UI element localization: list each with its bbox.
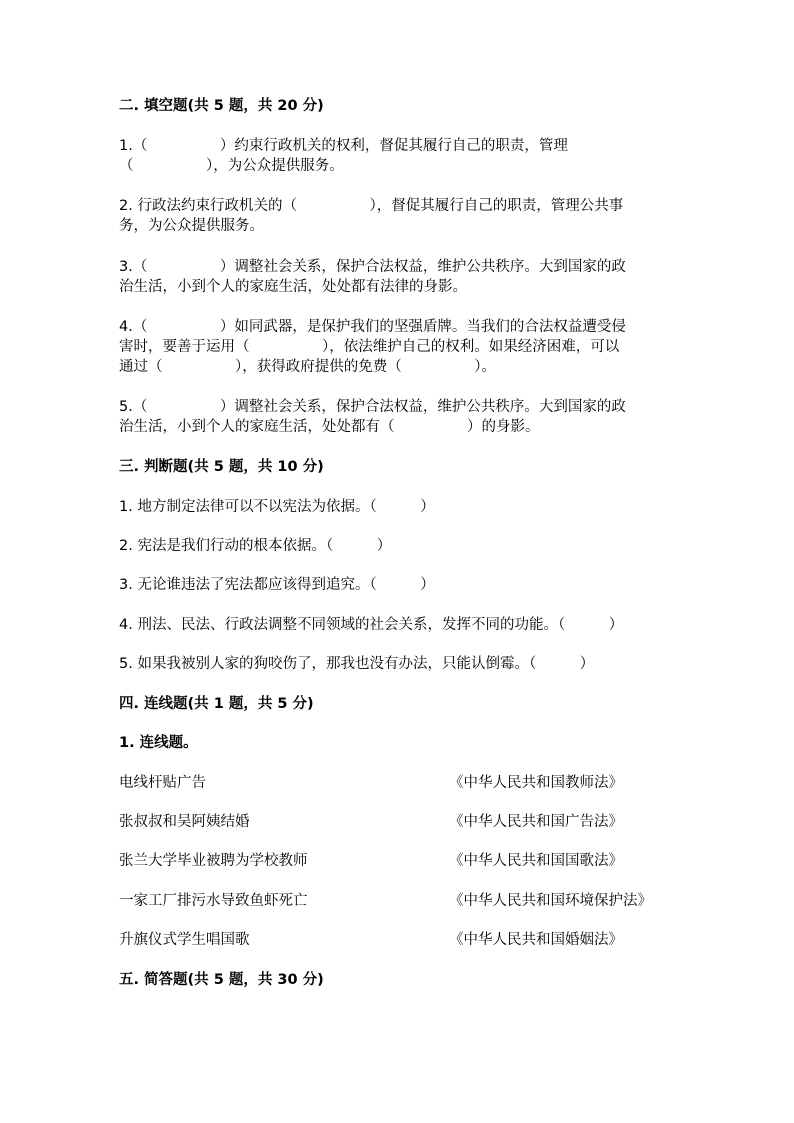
question-line: 务，为公众提供服务。	[119, 218, 264, 234]
matching-left-item: 张叔叔和吴阿姨结婚	[119, 814, 250, 830]
matching-right-item: 《中华人民共和国国歌法》	[449, 853, 623, 869]
fill-blank-question-1	[119, 136, 679, 176]
question-line: 害时，要善于运用（ ），依法维护自己的权利。如果经济困难，可以	[119, 339, 620, 355]
matching-right-item: 《中华人民共和国广告法》	[449, 814, 623, 830]
true-false-question-5: 5. 如果我被别人家的狗咬伤了，那我也没有办法，只能认倒霉。（ ）	[119, 656, 595, 672]
true-false-question-3: 3. 无论谁违法了宪法都应该得到追究。（ ）	[119, 577, 435, 593]
matching-left-item: 一家工厂排污水导致鱼虾死亡	[119, 893, 308, 909]
true-false-question-4: 4. 刑法、民法、行政法调整不同领域的社会关系，发挥不同的功能。（ ）	[119, 617, 624, 633]
fill-blank-question-4	[119, 317, 679, 377]
matching-right-item: 《中华人民共和国婚姻法》	[449, 932, 623, 948]
section-title-short-answer: 五. 简答题(共 5 题，共 30 分)	[119, 972, 324, 988]
fill-blank-question-2	[119, 196, 679, 236]
section-title-true-false: 三. 判断题(共 5 题，共 10 分)	[119, 459, 324, 475]
question-line: 3.（ ）调整社会关系，保护合法权益，维护公共秩序。大到国家的政	[119, 259, 626, 275]
question-line: （ ），为公众提供服务。	[119, 158, 344, 174]
matching-question-label: 1. 连线题。	[119, 735, 198, 751]
question-line: 通过（ ），获得政府提供的免费（ ）。	[119, 359, 496, 375]
question-line: 2. 行政法约束行政机关的（ ），督促其履行自己的职责，管理公共事	[119, 198, 624, 214]
section-title-matching: 四. 连线题(共 1 题，共 5 分)	[119, 696, 314, 712]
section-title-fill-blank: 二. 填空题(共 5 题，共 20 分)	[119, 98, 324, 114]
matching-left-item: 电线杆贴广告	[119, 775, 206, 791]
matching-right-item: 《中华人民共和国环境保护法》	[449, 893, 652, 909]
matching-right-item: 《中华人民共和国教师法》	[449, 775, 623, 791]
fill-blank-question-5	[119, 397, 679, 437]
question-line: 治生活，小到个人的家庭生活，处处都有法律的身影。	[119, 279, 467, 295]
matching-left-item: 升旗仪式学生唱国歌	[119, 932, 250, 948]
matching-left-item: 张兰大学毕业被聘为学校教师	[119, 853, 308, 869]
true-false-question-1: 1. 地方制定法律可以不以宪法为依据。（ ）	[119, 499, 435, 515]
true-false-question-2: 2. 宪法是我们行动的根本依据。（ ）	[119, 538, 392, 554]
question-line: 4.（ ）如同武器，是保护我们的坚强盾牌。当我们的合法权益遭受侵	[119, 319, 626, 335]
question-line: 1.（ ）约束行政机关的权利，督促其履行自己的职责，管理	[119, 138, 568, 154]
question-line: 5.（ ）调整社会关系，保护合法权益，维护公共秩序。大到国家的政	[119, 399, 626, 415]
question-line: 治生活，小到个人的家庭生活，处处都有（ ）的身影。	[119, 419, 540, 435]
fill-blank-question-3	[119, 257, 679, 297]
